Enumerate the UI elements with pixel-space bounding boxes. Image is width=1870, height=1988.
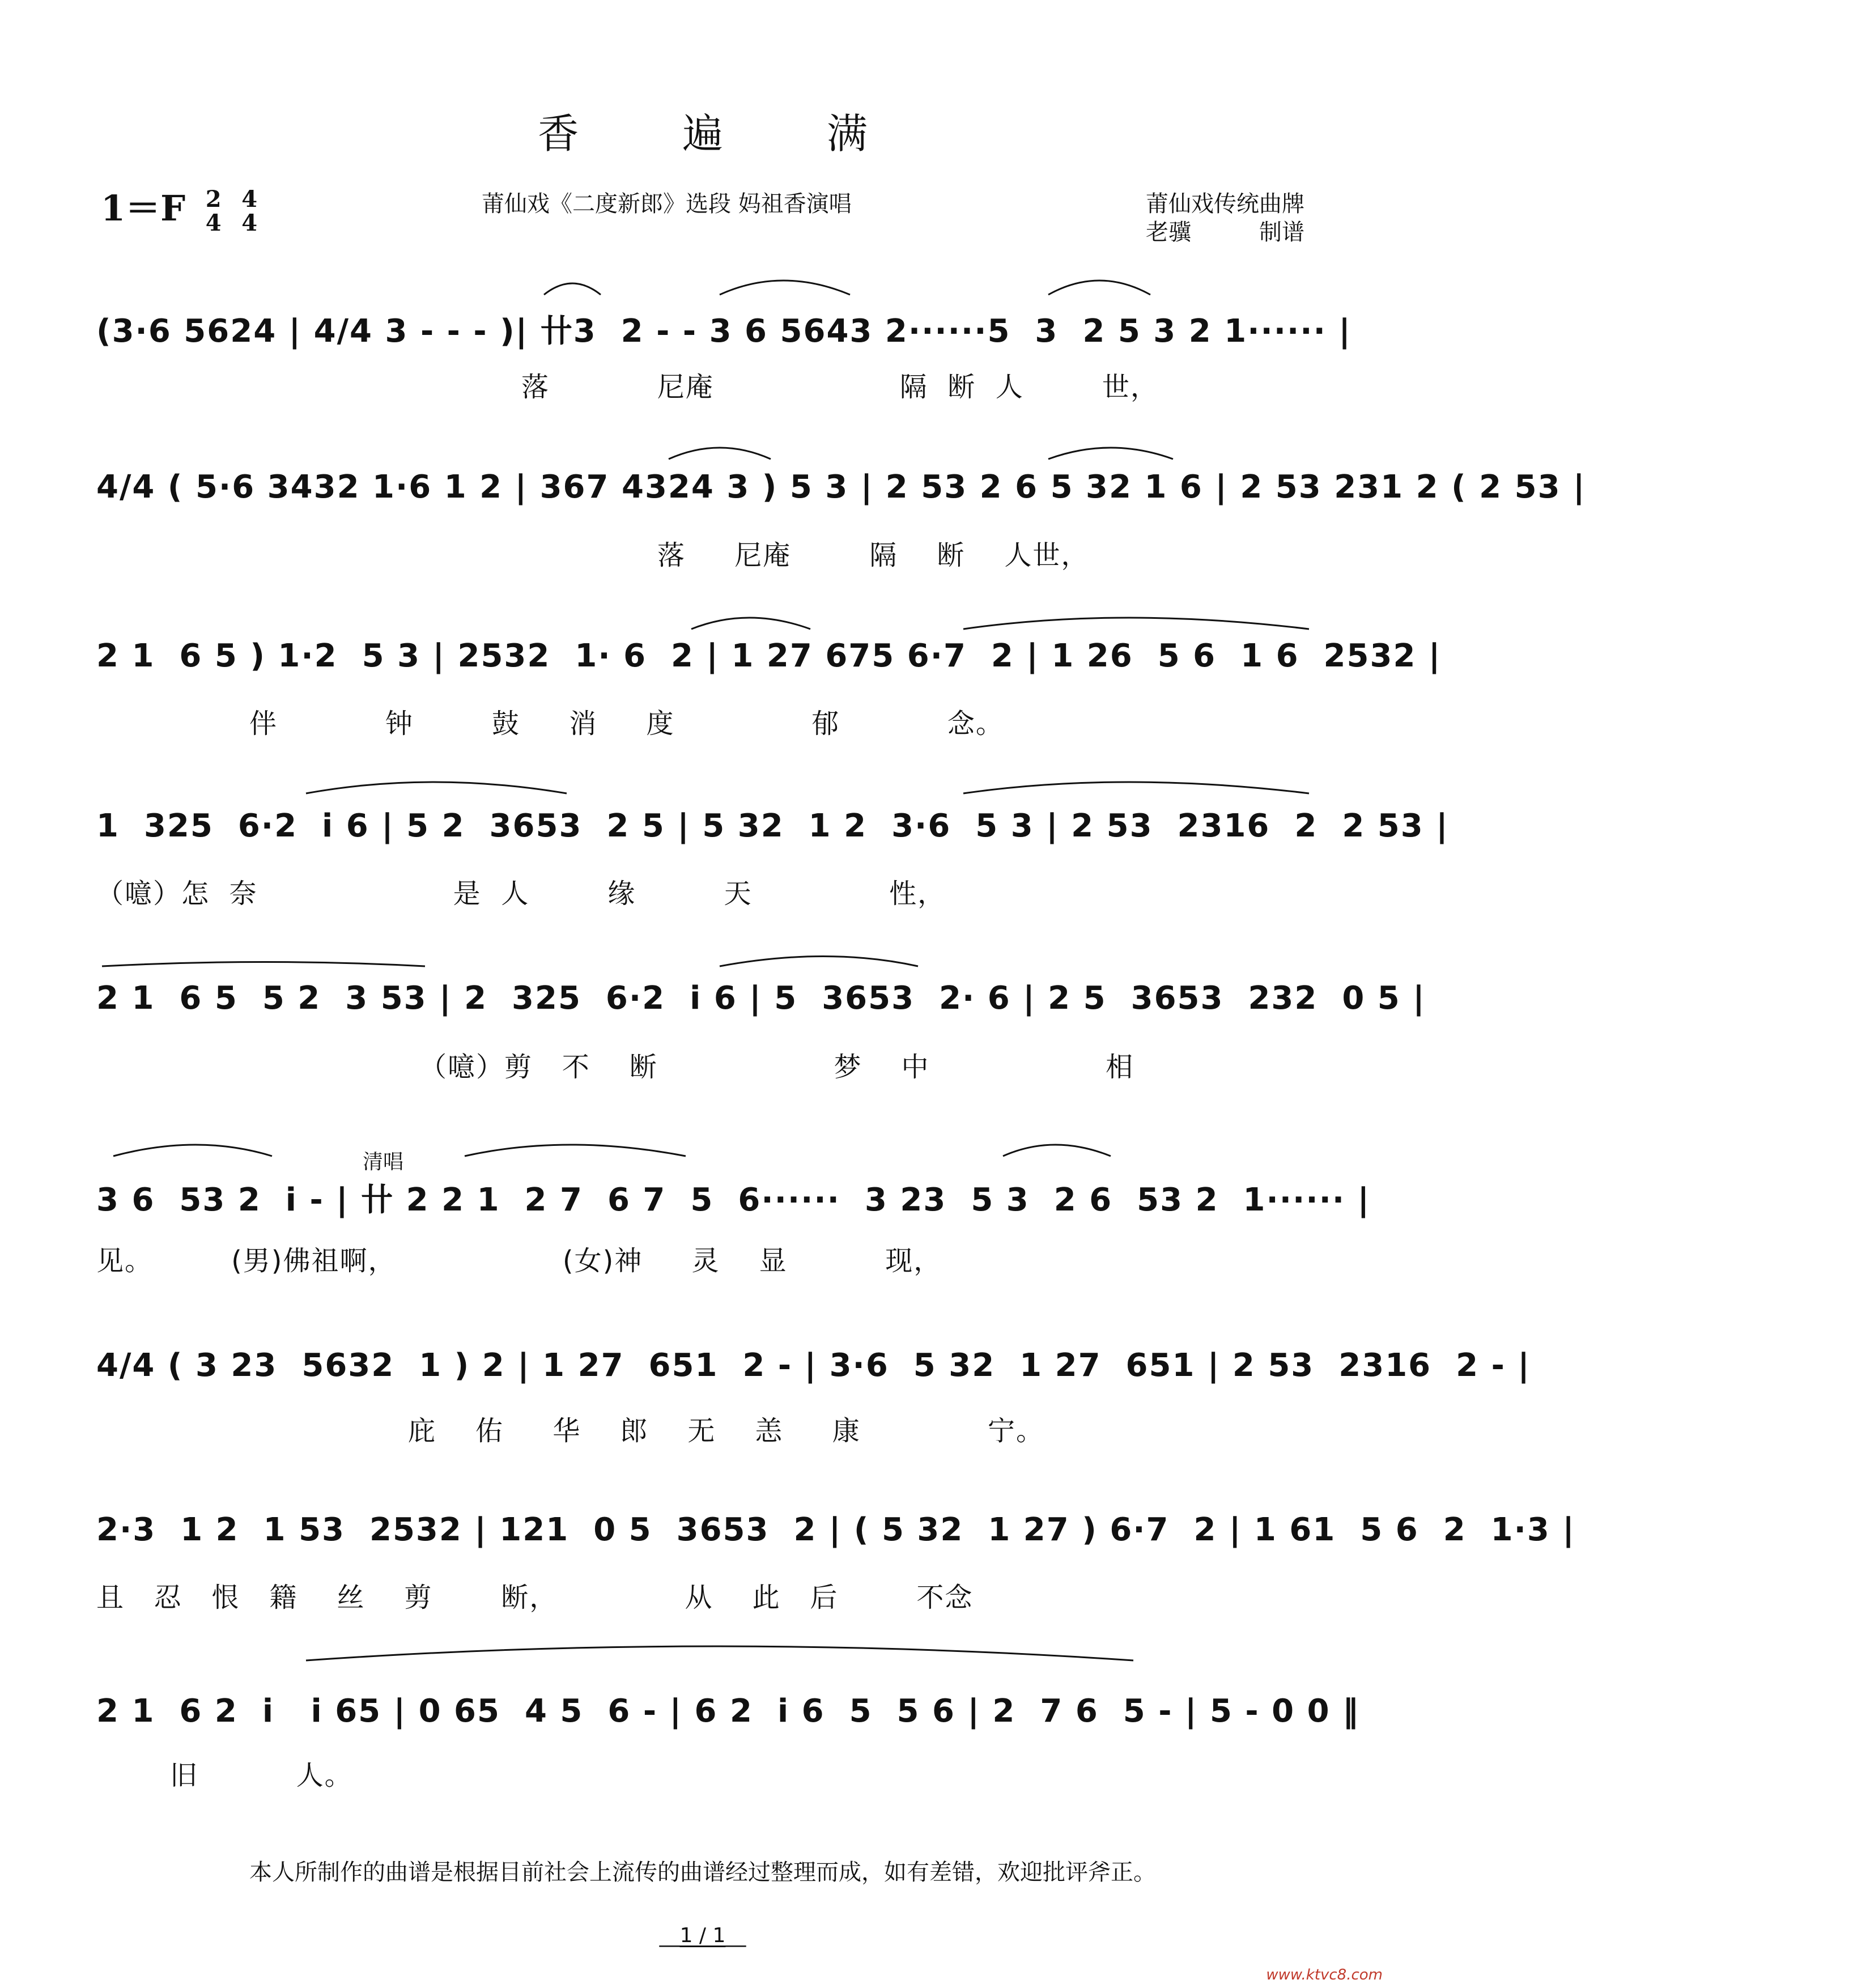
lyrics-row-8: 且 忍 恨 籍 丝 剪 断， 从 此 后 不念 xyxy=(96,1582,974,1613)
time-signature-4-4: 4 4 xyxy=(241,186,258,236)
arranger-credit: 老骥 制谱 xyxy=(1146,219,1304,245)
notation-row-7: 4/4 ( 3 23 5632 1 ) 2 | 1 27 651 2 - | 3·6 5 32 1 27 651 | 2 53 2316 2 - | xyxy=(96,1347,1531,1384)
notation-row-4: 1 325 6·2 i 6 | 5 2 3653 2 5 | 5 32 1 2 3·6 5 3 | 2 53 2316 2 2 53 | xyxy=(96,808,1449,844)
lyrics-row-4: （噫）怎 奈 是 人 缘 天 性， xyxy=(96,878,946,910)
lyrics-row-1: 落 尼庵 隔 断 人 世， xyxy=(521,371,1159,403)
footer-note: 本人所制作的曲谱是根据目前社会上流传的曲谱经过整理而成，如有差错，欢迎批评斧正。 xyxy=(249,1859,1156,1885)
lyrics-row-7: 庇 佑 华 郎 无 恙 康 宁。 xyxy=(408,1415,1045,1447)
lyrics-row-3: 伴 钟 鼓 消 度 郁 念。 xyxy=(249,708,1004,740)
watermark: www.ktvc8.com xyxy=(1266,1966,1383,1983)
key-label: 1＝F xyxy=(101,188,186,229)
lyrics-row-2: 落 尼庵 隔 断 人世， xyxy=(657,540,1090,571)
lyrics-row-9: 旧 人。 xyxy=(170,1760,353,1791)
notation-row-5: 2 1 6 5 5 2 3 53 | 2 325 6·2 i 6 | 5 3653 2· 6 | 2 5 3653 232 0 5 | xyxy=(96,980,1426,1017)
page-number: __1 / 1__ xyxy=(659,1924,746,1947)
score-title: 香 遍 满 xyxy=(538,110,913,158)
source-credit: 莆仙戏传统曲牌 xyxy=(1146,191,1304,217)
notation-row-9: 2 1 6 2 i i 65 | 0 65 4 5 6 - | 6 2 i 6 5 5 6 | 2 7 6 5 - | 5 - 0 0 ‖ xyxy=(96,1693,1360,1730)
subtitle: 莆仙戏《二度新郎》选段 妈祖香演唱 xyxy=(482,191,852,217)
notation-row-8: 2·3 1 2 1 53 2532 | 121 0 5 3653 2 | ( 5 32 1 27 ) 6·7 2 | 1 61 5 6 2 1·3 | xyxy=(96,1511,1575,1548)
time-signature-2-4: 2 4 xyxy=(205,186,222,236)
notation-row-6: 3 6 53 2 i - | 卄 2 2 1 2 7 6 7 5 6······ 3 23 5 3 2 6 53 2 1······ | xyxy=(96,1182,1371,1218)
lyrics-row-5: （噫）剪 不 断 梦 中 相 xyxy=(419,1051,1134,1083)
notation-row-2: 4/4 ( 5·6 3432 1·6 1 2 | 367 4324 3 ) 5 3 | 2 53 2 6 5 32 1 6 | 2 53 231 2 ( 2 53 | xyxy=(96,469,1586,506)
notation-row-1: (3·6 5624 | 4/4 3 - - - )| 卄3 2 - - 3 6 5643 2······5 3 2 5 3 2 1······ | xyxy=(96,313,1352,350)
annotation-qingchang: 清唱 xyxy=(363,1150,404,1174)
lyrics-row-6: 见。 (男)佛祖啊， (女)神 灵 显 现， xyxy=(96,1245,942,1277)
notation-row-3: 2 1 6 5 ) 1·2 5 3 | 2532 1· 6 2 | 1 27 675 6·7 2 | 1 26 5 6 1 6 2532 | xyxy=(96,638,1442,674)
